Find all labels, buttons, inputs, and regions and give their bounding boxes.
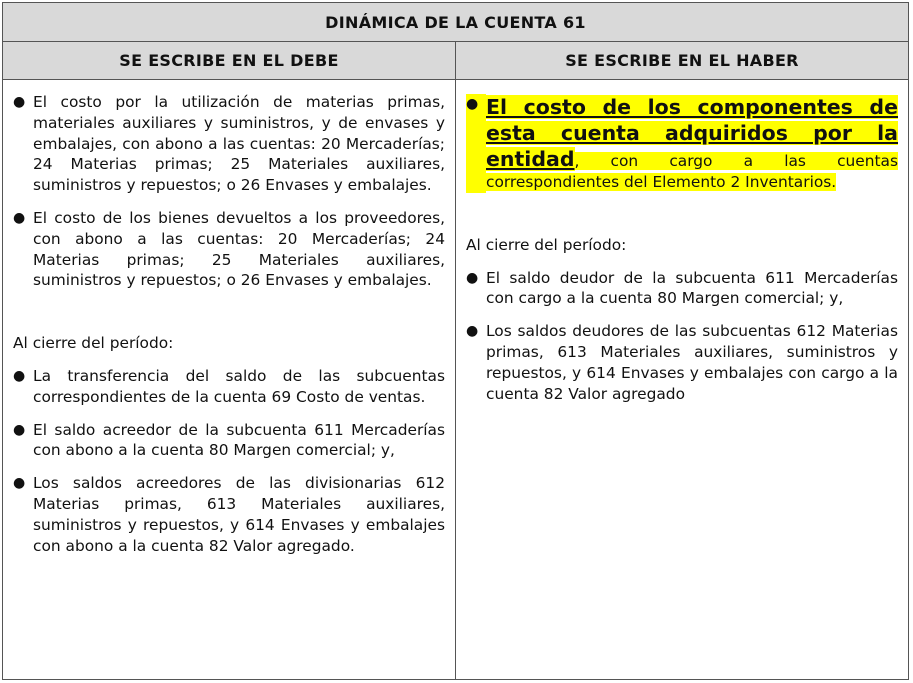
table-title: DINÁMICA DE LA CUENTA 61 [3, 3, 908, 42]
list-item [466, 268, 898, 310]
bullet-icon: ● [466, 94, 486, 193]
haber-cierre-label: Al cierre del período: [466, 235, 627, 254]
highlighted-text: , con cargo a las cuentas correspondientes del Elemento 2 Inventarios. [486, 152, 898, 191]
debe-cierre-label: Al cierre del período: [13, 334, 174, 353]
bullet-icon: ● [466, 323, 479, 340]
header-haber: SE ESCRIBE EN EL HABER [565, 51, 799, 70]
bullet-icon: ● [13, 475, 26, 492]
bullet-icon: ● [13, 94, 26, 110]
highlighted-bold-text: El costo de los componentes de esta cuenta adquiridos por la entidad [486, 95, 898, 171]
list-item [13, 473, 445, 556]
bullet-icon: ● [466, 269, 479, 286]
debe-item-text: El costo de los bienes devueltos a los proveedores, con abono a las cuentas: 20 Mercaderías; 24 Materias primas; 25 Materiales auxiliares, suministros y repuestos; o 26 Envases y embalajes. [33, 208, 445, 290]
body-row [3, 80, 908, 680]
list-item [13, 208, 445, 291]
debe-column [3, 80, 456, 680]
header-debe: SE ESCRIBE EN EL DEBE [3, 42, 456, 79]
list-item [466, 321, 898, 404]
haber-cierre-item-text: Los saldos deudores de las subcuentas 612 Materias primas, 613 Materiales auxiliares, suministros y repuestos, y 614 Envases y embalajes con cargo a la cuenta 82 Valor agregado [486, 322, 898, 403]
bullet-icon: ● [13, 209, 26, 226]
bullet-icon: ● [13, 367, 26, 384]
header-row [3, 42, 908, 80]
list-item-highlighted [466, 94, 898, 193]
bullet-icon: ● [13, 421, 26, 438]
list-item [13, 420, 445, 462]
debe-cierre-item-text: La transferencia del saldo de las subcuentas correspondientes de la cuenta 69 Costo de ventas. [33, 366, 445, 406]
debe-cierre-item-text: Los saldos acreedores de las divisionarias 612 Materias primas, 613 Materiales auxiliares, suministros y repuestos, y 614 Envases y embalajes con abono a la cuenta 82 Valor agregado. [33, 474, 445, 555]
haber-cierre-item-text: El saldo deudor de la subcuenta 611 Mercaderías con cargo a la cuenta 80 Margen comercial; y, [486, 268, 898, 308]
haber-column [456, 80, 908, 680]
debe-item-text: El costo por la utilización de materias primas, materiales auxiliares y suministros, y de envases y embalajes, con abono a las cuentas: 20 Mercaderías; 24 Materias primas; 25 Materiales auxiliares, suministros y repuestos; o 26 Envases y embalajes. [33, 93, 445, 195]
list-item [13, 92, 445, 196]
debe-cierre-item-text: El saldo acreedor de la subcuenta 611 Mercaderías con abono a la cuenta 80 Margen comercial; y, [33, 420, 445, 460]
account-dynamics-table [2, 2, 909, 680]
list-item [13, 366, 445, 408]
